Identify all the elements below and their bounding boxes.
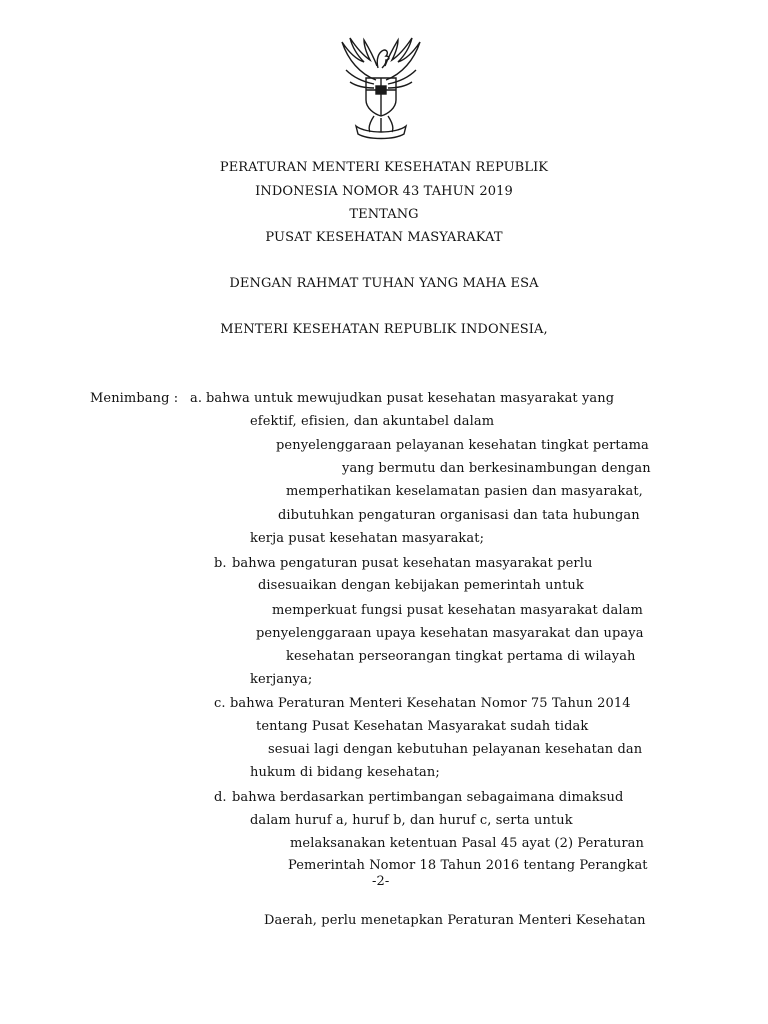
item-b-line-3: memperkuat fungsi pusat kesehatan masyarakat dalam [272, 603, 643, 618]
item-d-line-2: dalam huruf a, huruf b, dan huruf c, serta untuk [250, 813, 573, 828]
title-line-2: INDONESIA NOMOR 43 TAHUN 2019 [255, 184, 513, 199]
item-a-line-5: memperhatikan keselamatan pasien dan masyarakat, [286, 484, 643, 499]
considering-label: Menimbang : [90, 391, 179, 406]
item-b-line-2: disesuaikan dengan kebijakan pemerintah untuk [258, 578, 584, 593]
title-line-4: PUSAT KESEHATAN MASYARAKAT [265, 230, 503, 245]
item-b-line-4: penyelenggaraan upaya kesehatan masyarakat dan upaya [256, 626, 644, 641]
item-marker-d: d. [214, 790, 227, 805]
authority-text: MENTERI KESEHATAN REPUBLIK INDONESIA, [220, 322, 548, 337]
page-number: -2- [372, 874, 390, 889]
continuation-line: Daerah, perlu menetapkan Peraturan Menteri Kesehatan [264, 913, 646, 928]
title-line-3: TENTANG [349, 207, 419, 222]
item-a-line-7: kerja pusat kesehatan masyarakat; [250, 531, 485, 546]
item-c-line-2: tentang Pusat Kesehatan Masyarakat sudah tidak [256, 719, 589, 734]
item-a-line-3: penyelenggaraan pelayanan kesehatan tingkat pertama [276, 438, 649, 453]
title-line-1: PERATURAN MENTERI KESEHATAN REPUBLIK [219, 160, 549, 175]
item-marker-b: b. [214, 556, 227, 571]
item-c-line-4: hukum di bidang kesehatan; [250, 765, 440, 780]
item-c-line-1: bahwa Peraturan Menteri Kesehatan Nomor 75 Tahun 2014 [230, 696, 631, 711]
item-a-line-6: dibutuhkan pengaturan organisasi dan tata hubungan [278, 508, 640, 523]
garuda-emblem-icon [330, 34, 432, 142]
item-a-line-4: yang bermutu dan berkesinambungan dengan [342, 461, 651, 476]
item-d-line-3: melaksanakan ketentuan Pasal 45 ayat (2) Peraturan [290, 836, 645, 851]
item-b-line-6: kerjanya; [250, 672, 313, 687]
item-d-line-1: bahwa berdasarkan pertimbangan sebagaimana dimaksud [232, 790, 624, 805]
item-d-line-4: Pemerintah Nomor 18 Tahun 2016 tentang Perangkat [288, 858, 648, 873]
item-c-line-3: sesuai lagi dengan kebutuhan pelayanan kesehatan dan [268, 742, 643, 757]
item-b-line-5: kesehatan perseorangan tingkat pertama di wilayah [286, 649, 636, 664]
item-a-line-1: bahwa untuk mewujudkan pusat kesehatan masyarakat yang [206, 391, 615, 406]
item-marker-c: c. [214, 696, 226, 711]
invocation-text: DENGAN RAHMAT TUHAN YANG MAHA ESA [229, 276, 539, 291]
item-b-line-1: bahwa pengaturan pusat kesehatan masyarakat perlu [232, 556, 593, 571]
item-a-line-2: efektif, efisien, dan akuntabel dalam [250, 414, 495, 429]
item-marker-a: a. [190, 391, 203, 406]
